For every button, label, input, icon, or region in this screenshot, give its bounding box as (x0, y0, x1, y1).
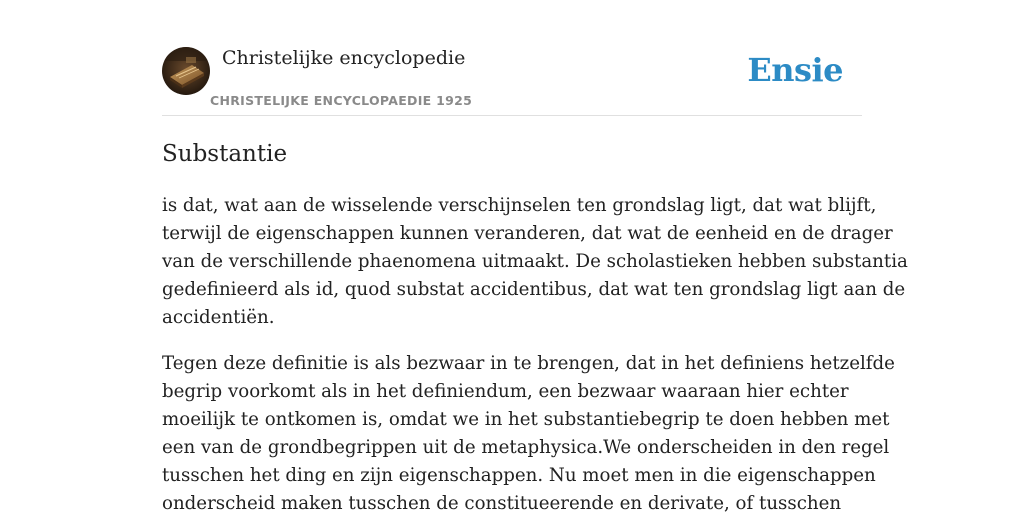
ensie-logo[interactable]: Ensie (747, 51, 843, 89)
paragraph-line: van de verschillende phaenomena uitmaakt. De scholastieken hebben substantia (162, 251, 908, 272)
site-header (162, 38, 862, 116)
book-cover-icon (162, 47, 210, 95)
paragraph-2 (162, 350, 895, 512)
article-title: Substantie (162, 141, 288, 167)
paragraph-line: Tegen deze definitie is als bezwaar in te brengen, dat in het definiens hetzelfde (162, 353, 895, 374)
paragraph-line: een van de grondbegrippen uit de metaphysica.We onderscheiden in den regel (162, 437, 890, 458)
paragraph-line: onderscheid maken tusschen de constitueerende en derivate, of tusschen (162, 493, 842, 512)
paragraph-line: tusschen het ding en zijn eigenschappen. Nu moet men in die eigenschappen (162, 465, 876, 486)
site-title[interactable]: Christelijke encyclopedie (222, 47, 466, 69)
paragraph-line: is dat, wat aan de wisselende verschijnselen ten grondslag ligt, dat wat blijft, (162, 195, 877, 216)
avatar[interactable] (162, 47, 210, 95)
paragraph-line: terwijl de eigenschappen kunnen veranderen, dat wat de eenheid en de drager (162, 223, 893, 244)
paragraph-line: gedefinieerd als id, quod substat accidentibus, dat wat ten grondslag ligt aan de (162, 279, 906, 300)
paragraph-line: moeilijk te ontkomen is, omdat we in het substantiebegrip te doen hebben met (162, 409, 890, 430)
paragraph-1 (162, 192, 908, 332)
paragraph-line: begrip voorkomt als in het definiendum, een bezwaar waaraan hier echter (162, 381, 849, 402)
site-subtitle[interactable]: CHRISTELIJKE ENCYCLOPAEDIE 1925 (210, 93, 473, 108)
article (162, 136, 908, 512)
paragraph-line: accidentiën. (162, 307, 275, 328)
